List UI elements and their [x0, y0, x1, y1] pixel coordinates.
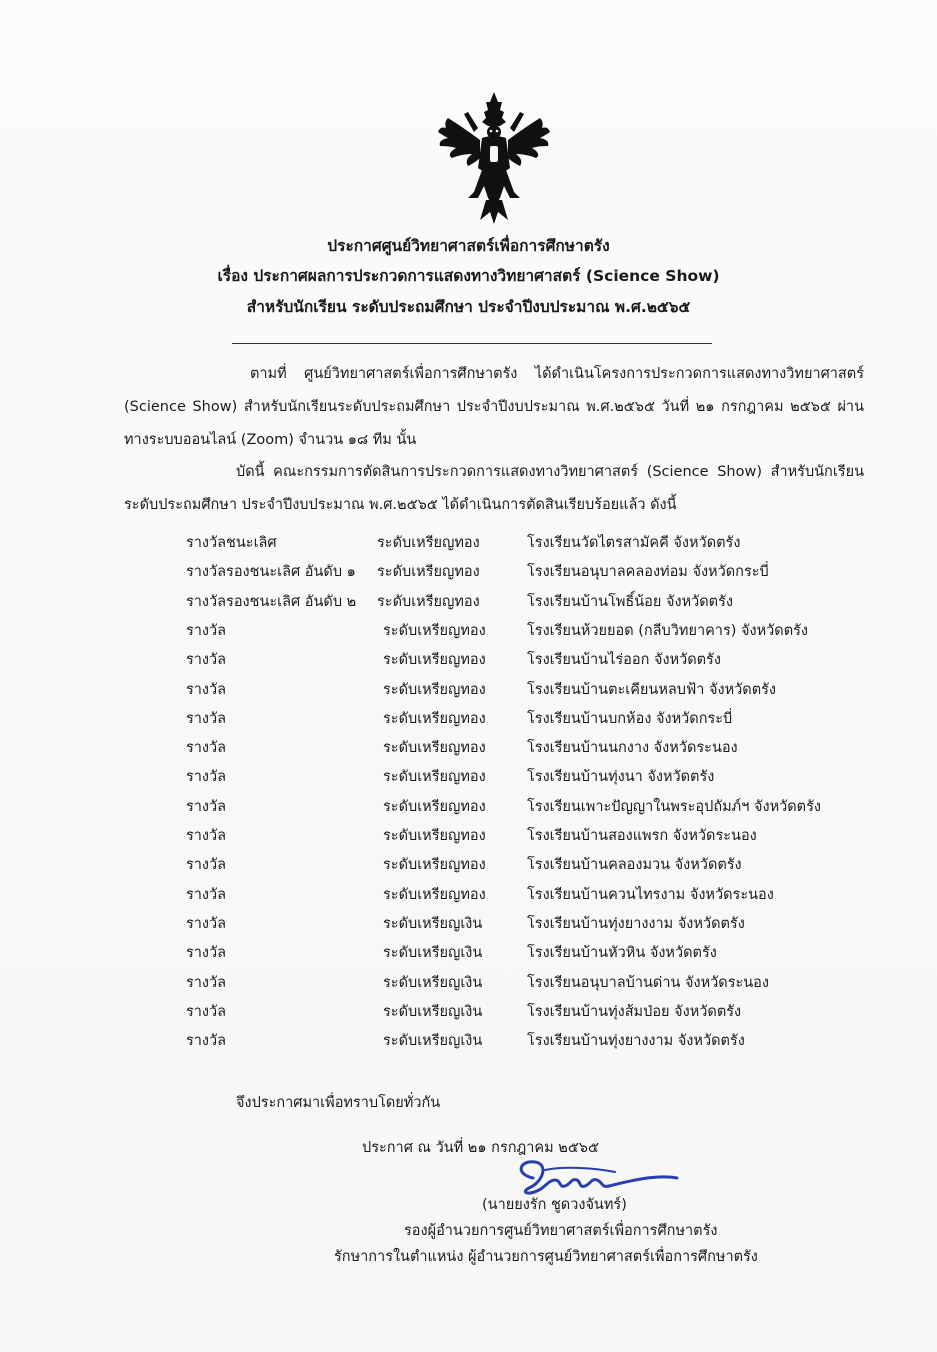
medal-level: ระดับเหรียญทอง — [383, 886, 486, 903]
medal-level: ระดับเหรียญทอง — [383, 769, 486, 786]
judgement-paragraph: บัดนี้ คณะกรรมการตัดสินการประกวดการแสดงทางวิทยาศาสตร์ (Science Show) สำหรับนักเรียนระดับประถมศึกษา ประจำปีงบประมาณ พ.ศ.๒๕๖๕ ได้ดำเนินการตัดสินเรียบร้อยแล้ว ดังนี้ — [124, 464, 864, 513]
result-row — [0, 589, 937, 615]
award-name: รางวัล — [186, 769, 227, 786]
intro-paragraph: ตามที่ ศูนย์วิทยาศาสตร์เพื่อการศึกษาตรัง ได้ดำเนินโครงการประกวดการแสดงทางวิทยาศาสตร์ (Science Show) สำหรับนักเรียนระดับประถมศึกษา ประจำปีงบประมาณ พ.ศ.๒๕๖๕ วันที่ ๒๑ กรกฎาคม ๒๕๖๕ ผ่านทางระบบออนไลน์ (Zoom) จำนวน ๑๘ ทีม นั้น — [124, 366, 864, 448]
medal-level: ระดับเหรียญทอง — [383, 622, 486, 639]
school-name: โรงเรียนบ้านตะเคียนหลบฟ้า จังหวัดตรัง — [527, 681, 776, 698]
medal-level: ระดับเหรียญทอง — [383, 652, 486, 669]
award-name: รางวัล — [186, 622, 227, 639]
award-name: รางวัล — [186, 945, 227, 962]
result-row — [0, 764, 937, 790]
school-name: โรงเรียนบ้านไร่ออก จังหวัดตรัง — [527, 652, 721, 669]
school-name: โรงเรียนบ้านสองแพรก จังหวัดระนอง — [527, 828, 757, 844]
result-row — [0, 970, 937, 996]
result-row — [0, 706, 937, 732]
medal-level: ระดับเหรียญเงิน — [383, 1003, 483, 1020]
announcement-audience: สำหรับนักเรียน ระดับประถมศึกษา ประจำปีงบประมาณ พ.ศ.๒๕๖๕ — [246, 298, 691, 316]
result-row — [0, 999, 937, 1025]
award-name: รางวัล — [186, 915, 227, 932]
signatory-position: รองผู้อำนวยการศูนย์วิทยาศาสตร์เพื่อการศึกษาตรัง — [404, 1223, 718, 1239]
school-name: โรงเรียนบ้านทุ่งส้มป่อย จังหวัดตรัง — [527, 1003, 742, 1020]
school-name: โรงเรียนบ้านทุ่งนา จังหวัดตรัง — [527, 769, 715, 786]
medal-level: ระดับเหรียญทอง — [383, 740, 486, 757]
school-name: โรงเรียนวัดไตรสามัคคี จังหวัดตรัง — [527, 535, 741, 551]
result-row — [0, 735, 937, 761]
result-row — [0, 940, 937, 966]
medal-level: ระดับเหรียญเงิน — [383, 945, 483, 962]
result-row — [0, 559, 937, 585]
award-name: รางวัล — [186, 710, 227, 727]
result-row — [0, 911, 937, 937]
medal-level: ระดับเหรียญเงิน — [383, 1033, 483, 1050]
school-name: โรงเรียนบ้านหัวหิน จังหวัดตรัง — [527, 945, 717, 962]
school-name: โรงเรียนบ้านบกห้อง จังหวัดกระบี่ — [527, 710, 733, 727]
result-row — [0, 852, 937, 878]
award-name: รางวัล — [186, 828, 227, 844]
school-name: โรงเรียนบ้านคลองมวน จังหวัดตรัง — [527, 857, 742, 874]
award-name: รางวัล — [186, 681, 227, 698]
announcement-title: ประกาศศูนย์วิทยาศาสตร์เพื่อการศึกษาตรัง — [327, 237, 610, 255]
school-name: โรงเรียนห้วยยอด (กลีบวิทยาคาร) จังหวัดตรัง — [527, 622, 808, 639]
school-name: โรงเรียนอนุบาลคลองท่อม จังหวัดกระบี่ — [527, 564, 769, 581]
medal-level: ระดับเหรียญทอง — [377, 564, 480, 581]
closing-notice: จึงประกาศมาเพื่อทราบโดยทั่วกัน — [236, 1095, 441, 1111]
medal-level: ระดับเหรียญทอง — [377, 593, 480, 610]
award-name: รางวัล — [186, 886, 227, 903]
medal-level: ระดับเหรียญเงิน — [383, 974, 483, 991]
award-name: รางวัล — [186, 974, 227, 991]
medal-level: ระดับเหรียญทอง — [383, 857, 486, 874]
school-name: โรงเรียนอนุบาลบ้านด่าน จังหวัดระนอง — [527, 974, 769, 991]
school-name: โรงเรียนบ้านนกงาง จังหวัดระนอง — [527, 740, 738, 757]
announcement-date: ประกาศ ณ วันที่ ๒๑ กรกฎาคม ๒๕๖๕ — [362, 1140, 599, 1156]
award-name: รางวัล — [186, 652, 227, 669]
result-row — [0, 530, 937, 556]
result-row — [0, 823, 937, 849]
award-name: รางวัล — [186, 1033, 227, 1050]
result-row — [0, 677, 937, 703]
result-row — [0, 618, 937, 644]
signatory-name: (นายยงรัก ชูดวงจันทร์) — [482, 1197, 627, 1213]
medal-level: ระดับเหรียญทอง — [383, 710, 486, 727]
school-name: โรงเรียนบ้านทุ่งยางงาม จังหวัดตรัง — [527, 915, 745, 932]
medal-level: ระดับเหรียญทอง — [377, 535, 480, 551]
award-name: รางวัลรองชนะเลิศ อันดับ ๑ — [186, 564, 356, 581]
award-name: รางวัล — [186, 1003, 227, 1020]
medal-level: ระดับเหรียญทอง — [383, 681, 486, 698]
school-name: โรงเรียนบ้านโพธิ์น้อย จังหวัดตรัง — [527, 593, 733, 610]
award-name: รางวัล — [186, 740, 227, 757]
result-row — [0, 647, 937, 673]
garuda-emblem-icon — [424, 88, 564, 228]
medal-level: ระดับเหรียญเงิน — [383, 915, 483, 932]
award-name: รางวัล — [186, 857, 227, 874]
school-name: โรงเรียนเพาะปัญญาในพระอุปถัมภ์ฯ จังหวัดตรัง — [527, 798, 821, 815]
award-name: รางวัลชนะเลิศ — [186, 535, 277, 551]
signatory-acting-position: รักษาการในตำแหน่ง ผู้อำนวยการศูนย์วิทยาศาสตร์เพื่อการศึกษาตรัง — [334, 1249, 758, 1265]
result-row — [0, 882, 937, 908]
medal-level: ระดับเหรียญทอง — [383, 828, 486, 844]
school-name: โรงเรียนบ้านควนไทรงาม จังหวัดระนอง — [527, 886, 774, 903]
result-row — [0, 1028, 937, 1054]
announcement-subject: เรื่อง ประกาศผลการประกวดการแสดงทางวิทยาศาสตร์ (Science Show) — [217, 267, 720, 285]
school-name: โรงเรียนบ้านทุ่งยางงาม จังหวัดตรัง — [527, 1033, 745, 1050]
divider-line — [232, 343, 712, 344]
result-row — [0, 794, 937, 820]
award-name: รางวัลรองชนะเลิศ อันดับ ๒ — [186, 593, 357, 610]
award-name: รางวัล — [186, 798, 227, 815]
medal-level: ระดับเหรียญทอง — [383, 798, 486, 815]
